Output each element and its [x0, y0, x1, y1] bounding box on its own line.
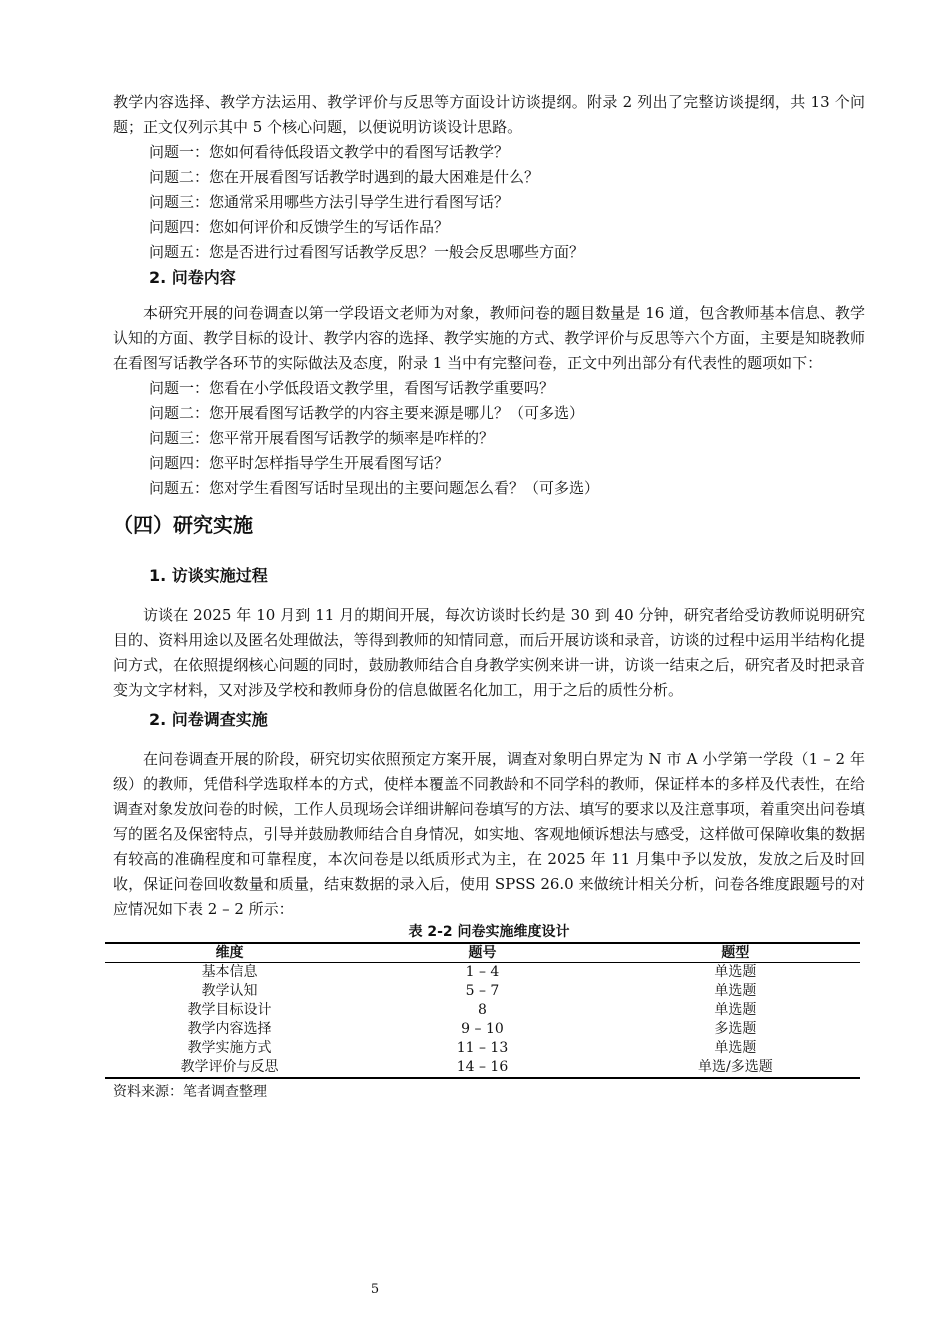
- survey-question-2: 问题二：您开展看图写话教学的内容主要来源是哪儿？（可多选）: [149, 404, 585, 422]
- table-header-item-number: 题号: [354, 943, 611, 963]
- paragraph-interview-process: 访谈在 2025 年 10 月到 11 月的期间开展，每次访谈时长约是 30 到 40 分钟，研究者给受访教师说明研究目的、资料用途以及匿名处理做法，等得到教师的知情同意，而后开展访谈和录音，访谈的过程中运用半结构化提问方式，在依照提纲核心问题的同时，鼓励教师结合自身教学实例来讲一讲，访谈一结束之后，研究者及时把录音变为文字材料，又对涉及学校和教师身份的信息做匿名化加工，用于之后的质性分析。: [113, 606, 865, 699]
- dimension-table-block: [113, 922, 865, 1103]
- page-content: [113, 90, 865, 1103]
- survey-question-5: 问题五：您对学生看图写话时呈现出的主要问题怎么看？（可多选）: [149, 479, 600, 497]
- table-cell: 单选题: [714, 964, 757, 980]
- paragraph-interview-design: 教学内容选择、教学方法运用、教学评价与反思等方面设计访谈提纲。附录 2 列出了完整访谈提纲，共 13 个问题；正文仅列示其中 5 个核心问题，以便说明访谈设计思路。: [113, 93, 865, 136]
- table-cell: 多选题: [714, 1021, 757, 1037]
- table-row: [105, 963, 860, 983]
- heading-survey-implementation: 2. 问卷调查实施: [149, 710, 268, 729]
- table-row: [105, 1020, 860, 1039]
- table-row: [105, 982, 860, 1001]
- survey-question-list: [113, 376, 865, 501]
- table-cell: 单选题: [714, 1002, 757, 1018]
- table-cell: 14 – 16: [456, 1059, 509, 1075]
- survey-question-1: 问题一：您看在小学低段语文教学里，看图写话教学重要吗？: [149, 379, 555, 397]
- table-cell: 基本信息: [201, 964, 258, 980]
- table-cell: 单选题: [714, 983, 757, 999]
- table-cell: 单选题: [714, 1040, 757, 1056]
- heading-interview-process: 1. 访谈实施过程: [149, 566, 268, 585]
- table-cell: 教学评价与反思: [180, 1059, 279, 1075]
- table-header-dimension: 维度: [105, 943, 354, 963]
- table-cell: 9 – 10: [461, 1021, 504, 1037]
- table-cell: 教学目标设计: [187, 1002, 272, 1018]
- paragraph-survey-content: 本研究开展的问卷调查以第一学段语文老师为对象，教师问卷的题目数量是 16 道，包含教师基本信息、教学认知的方面、教学目标的设计、教学内容的选择、教学实施的方式、教学评价与反思等六个方面，主要是知晓教师在看图写话教学各环节的实际做法及态度，附录 1 当中有完整问卷，正文中列出部分有代表性的题项如下：: [113, 304, 865, 372]
- table-cell: 5 – 7: [465, 983, 500, 999]
- table-header-item-type: 题型: [611, 943, 860, 963]
- interview-question-list: [113, 140, 865, 265]
- table-cell: 1 – 4: [465, 964, 500, 980]
- interview-question-2: 问题二：您在开展看图写话教学时遇到的最大困难是什么？: [149, 168, 540, 186]
- table-cell: 8: [478, 1002, 487, 1018]
- survey-question-3: 问题三：您平常开展看图写话教学的频率是咋样的？: [149, 429, 495, 447]
- table-row: [105, 1039, 860, 1058]
- page-number: 5: [370, 1282, 380, 1297]
- table-row: [105, 1001, 860, 1020]
- paragraph-survey-implementation: 在问卷调查开展的阶段，研究切实依照预定方案开展，调查对象明白界定为 N 市 A 小学第一学段（1 – 2 年级）的教师，凭借科学选取样本的方式，使样本覆盖不同教龄和不同学科的教师，保证样本的多样及代表性，在给调查对象发放问卷的时候，工作人员现场会详细讲解问卷填写的方法、填写的要求以及注意事项，着重突出问卷填写的匿名及保密特点，引导并鼓励教师结合自身情况，如实地、客观地倾诉想法与感受，这样做可保障收集的数据有较高的准确程度和可靠程度，本次问卷是以纸质形式为主，在 2025 年 11 月集中予以发放，发放之后及时回收，保证问卷回收数量和质量，结束数据的录入后，使用 SPSS 26.0 来做统计相关分析，问卷各维度跟题号的对应情况如下表 2 – 2 所示：: [113, 750, 865, 918]
- table-header-row: [105, 943, 860, 963]
- table-cell: 教学认知: [201, 983, 258, 999]
- dimension-table: [105, 942, 860, 1079]
- interview-question-5: 问题五：您是否进行过看图写话教学反思？一般会反思哪些方面？: [149, 243, 585, 261]
- table-caption: 表 2-2 问卷实施维度设计: [408, 924, 570, 940]
- survey-question-4: 问题四：您平时怎样指导学生开展看图写话？: [149, 454, 450, 472]
- table-cell: 11 – 13: [456, 1040, 509, 1056]
- table-row: [105, 1058, 860, 1078]
- heading-survey-content: 2. 问卷内容: [149, 268, 236, 287]
- table-cell: 教学实施方式: [187, 1040, 272, 1056]
- interview-question-4: 问题四：您如何评价和反馈学生的写话作品？: [149, 218, 450, 236]
- table-source-note: 资料来源：笔者调查整理: [113, 1084, 267, 1100]
- interview-question-1: 问题一：您如何看待低段语文教学中的看图写话教学？: [149, 143, 510, 161]
- interview-question-3: 问题三：您通常采用哪些方法引导学生进行看图写话？: [149, 193, 510, 211]
- heading-research-implementation: （四）研究实施: [113, 513, 253, 537]
- table-cell: 单选/多选题: [698, 1059, 773, 1075]
- table-cell: 教学内容选择: [187, 1021, 272, 1037]
